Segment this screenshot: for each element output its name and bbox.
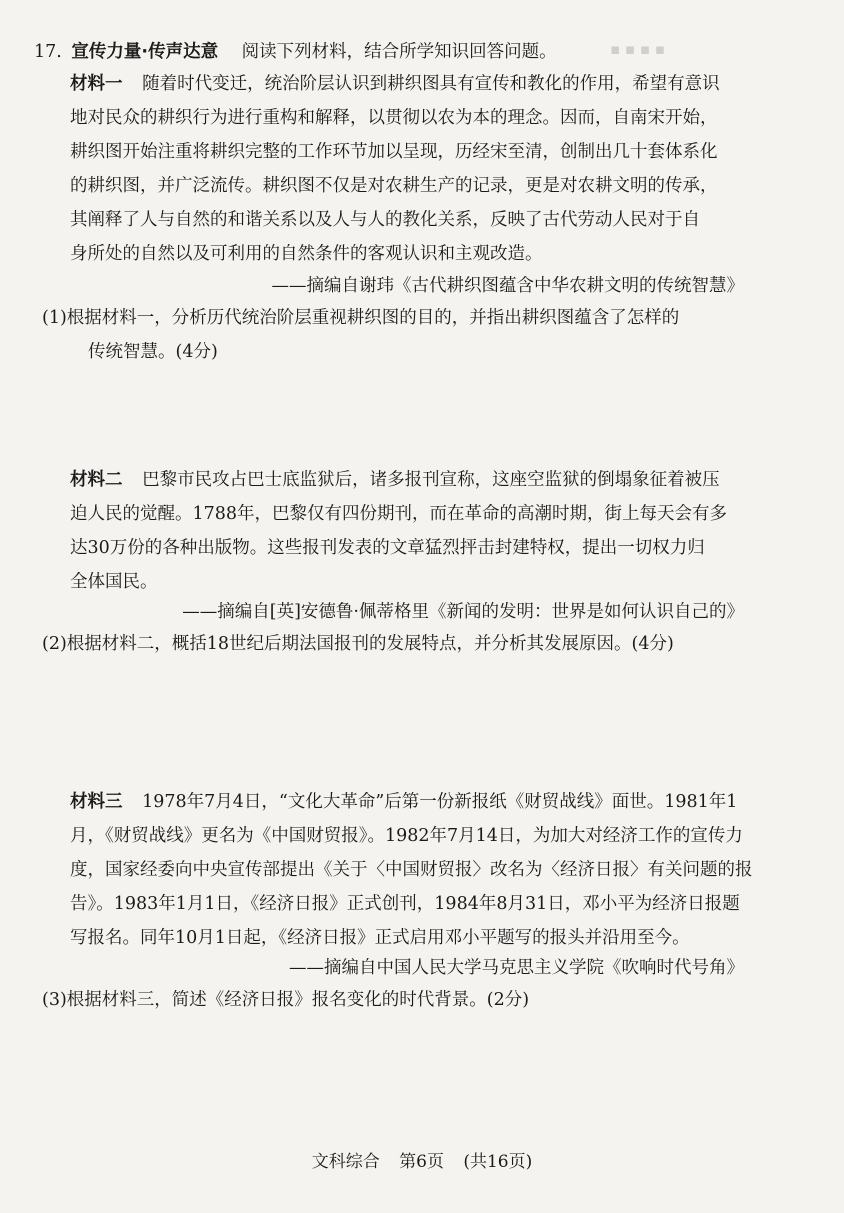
q1-line-1: (1)根据材料一，分析历代统治阶层重视耕织图的目的，并指出耕织图蕴含了怎样的	[42, 308, 680, 328]
q3-text: (3)根据材料三，简述《经济日报》报名变化的时代背景。(2分)	[42, 990, 530, 1010]
material2-line-3: 达30万份的各种出版物。这些报刊发表的文章猛烈抨击封建特权，提出一切权力归	[70, 538, 705, 558]
material3-line-2: 月，《财贸战线》更名为《中国财贸报》。1982年7月14日，为加大对经济工作的宣传力	[70, 826, 743, 846]
material2-line-1: 材料二 巴黎市民攻占巴士底监狱后，诸多报刊宣称，这座空监狱的倒塌象征着被压	[70, 470, 720, 490]
question-number: 17.	[34, 42, 62, 62]
material1-line-3: 耕织图开始注重将耕织完整的工作环节加以呈现，历经宋至清，创制出几十套体系化	[70, 142, 718, 162]
material1-line-2: 地对民众的耕织行为进行重构和解释，以贯彻以农为本的理念。因而，自南宋开始，	[70, 108, 718, 128]
material1-source: ——摘编自谢玮《古代耕织图蕴含中华农耕文明的传统智慧》	[271, 276, 744, 296]
material3-line-5: 写报名。同年10月1日起，《经济日报》正式启用邓小平题写的报头并沿用至今。	[70, 928, 690, 948]
footer-total: (共16页)	[463, 1152, 533, 1172]
material3-label: 材料三	[70, 792, 123, 812]
material3-line-4: 告》。1983年1月1日，《经济日报》正式创刊，1984年8月31日，邓小平为经济日报题	[70, 894, 740, 914]
material3-line-1: 材料三 1978年7月4日，“文化大革命”后第一份新报纸《财贸战线》面世。1981年1	[70, 792, 738, 812]
material1-line-4: 的耕织图，并广泛流传。耕织图不仅是对农耕生产的记录，更是对农耕文明的传承，	[70, 176, 718, 196]
material2-line-4: 全体国民。	[70, 572, 158, 592]
material3-line-3: 度，国家经委向中央宣传部提出《关于〈中国财贸报〉改名为〈经济日报〉有关问题的报	[70, 860, 753, 880]
question-title: 宣传力量·传声达意	[71, 42, 219, 62]
question-header	[34, 40, 557, 64]
material1-line-5: 其阐释了人与自然的和谐关系以及人与人的教化关系，反映了古代劳动人民对于自	[70, 210, 700, 230]
material1-line-1: 材料一 随着时代变迁，统治阶层认识到耕织图具有宣传和教化的作用，希望有意识	[70, 74, 720, 94]
footer-page: 第6页	[399, 1152, 444, 1172]
material3-source: ——摘编自中国人民大学马克思主义学院《吹响时代号角》	[289, 958, 744, 978]
q1-line-2: 传统智慧。(4分)	[88, 342, 218, 362]
q2-text: (2)根据材料二，概括18世纪后期法国报刊的发展特点，并分析其发展原因。(4分)	[42, 634, 674, 654]
footer-subject: 文科综合	[311, 1152, 380, 1172]
page-footer	[0, 1147, 844, 1172]
question-instruction: 阅读下列材料，结合所学知识回答问题。	[241, 42, 557, 62]
bleed-through-mark: ▪ ▪ ▪ ▪	[610, 40, 665, 58]
material2-label: 材料二	[70, 470, 123, 490]
material2-source: ——摘编自[英]安德鲁·佩蒂格里《新闻的发明：世界是如何认识自己的》	[182, 602, 744, 622]
material1-label: 材料一	[70, 74, 123, 94]
material1-line-6: 身所处的自然以及可利用的自然条件的客观认识和主观改造。	[70, 244, 543, 264]
material2-line-2: 迫人民的觉醒。1788年，巴黎仅有四份期刊，而在革命的高潮时期，街上每天会有多	[70, 504, 728, 524]
